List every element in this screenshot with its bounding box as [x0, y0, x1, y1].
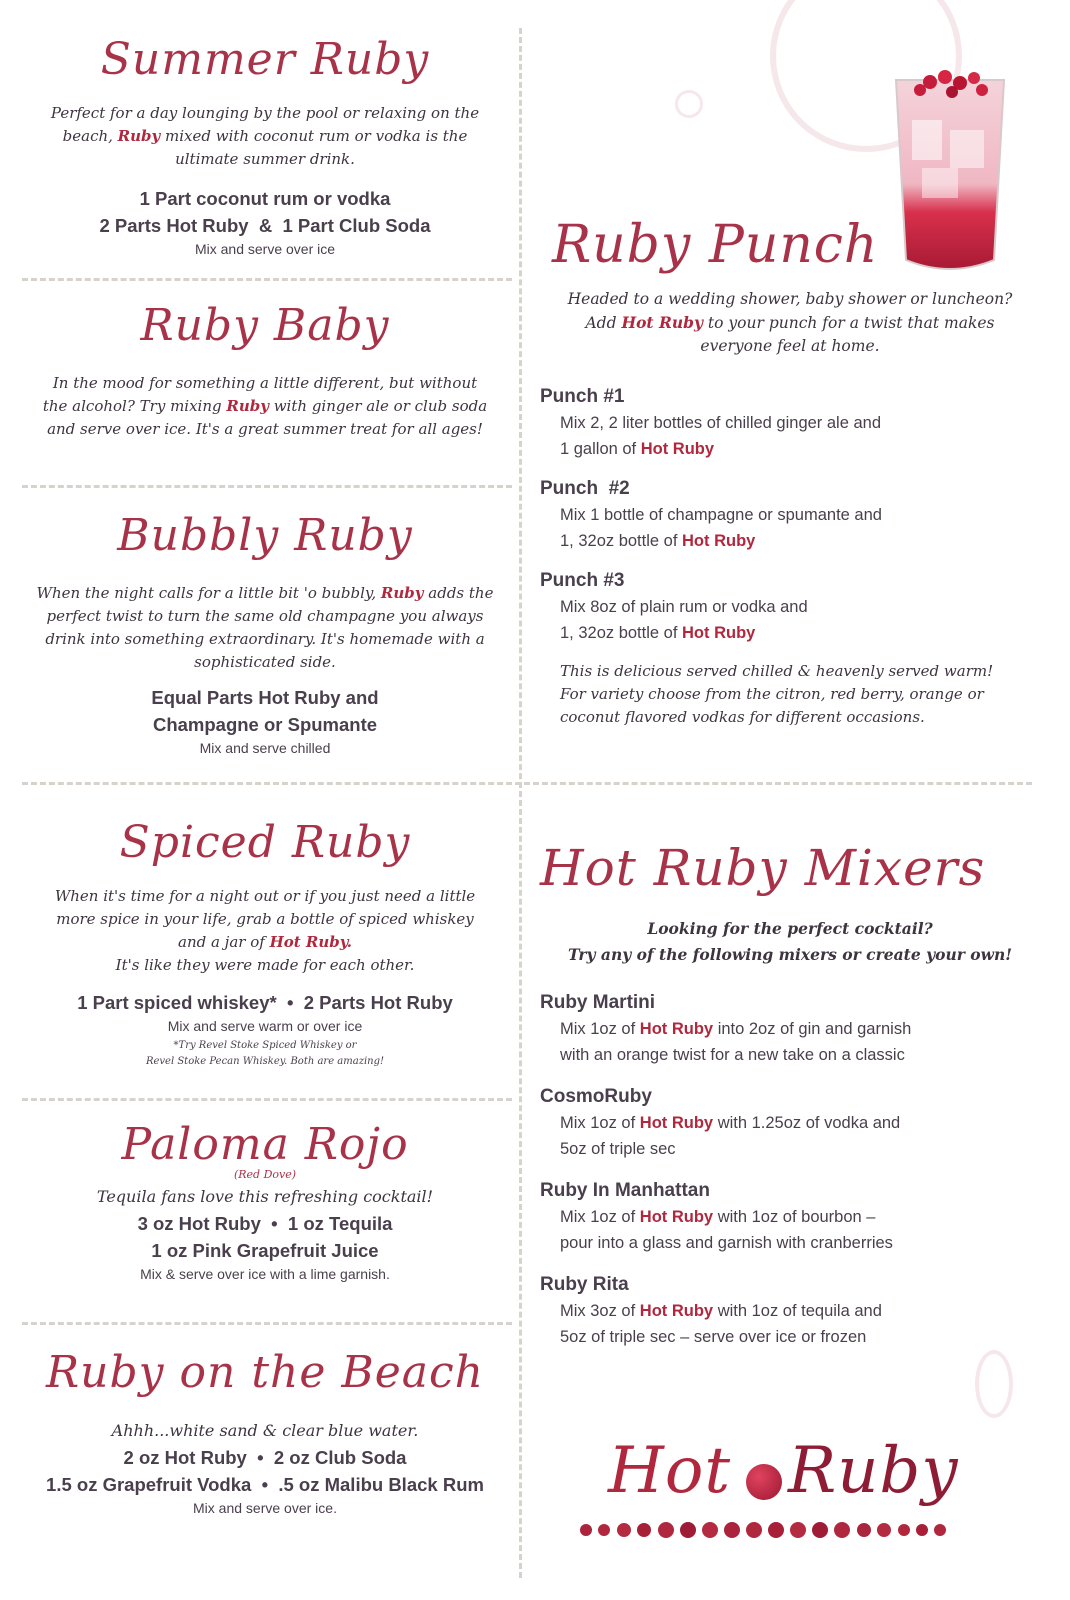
summer-ruby-desc-text-end: mixed with coconut rum or vodka is the ultimate summer drink. — [160, 127, 468, 168]
mixers-subtitle-line-2: Try any of the following mixers or create your own! — [567, 945, 1013, 964]
wine-drop-small — [675, 90, 703, 118]
mixer-item — [540, 1272, 1040, 1350]
spiced-ruby-line-1: 1 Part spiced whiskey* • 2 Parts Hot Ruby — [77, 992, 453, 1013]
mixer-text-end: with 1oz of tequila and — [713, 1302, 882, 1320]
bubbly-ruby-description — [30, 582, 500, 674]
bubbly-ruby-line-2: Champagne or Spumante — [152, 714, 378, 735]
punch-item-line-2 — [540, 436, 1040, 462]
mixer-item-line-1 — [540, 1204, 1040, 1230]
ruby-punch-desc-line-3: everyone feel at home. — [700, 337, 880, 355]
spiced-ruby-desc-text: When it's time for a night out or if you just need a little more spice in your life, grab a bottle of spiced whiskey and a jar of — [54, 887, 476, 951]
mixers-subtitle — [540, 916, 1040, 968]
logo-word-ruby: Ruby — [788, 1434, 959, 1508]
mixer-item — [540, 1084, 1040, 1162]
mixer-item-title: Ruby In Manhattan — [540, 1180, 710, 1201]
ruby-punch-description — [540, 288, 1040, 358]
ruby-on-the-beach-note: Mix and serve over ice. — [193, 1500, 337, 1516]
paloma-rojo-section — [30, 1120, 500, 1284]
punch-item-line-2-text: 1, 32oz bottle of — [560, 532, 683, 550]
punch-item-highlight: Hot Ruby — [682, 532, 756, 550]
spiced-ruby-desc-text-end: It's like they were made for each other. — [115, 956, 415, 974]
mixer-item-title: CosmoRuby — [540, 1086, 652, 1107]
divider-4 — [22, 1098, 512, 1101]
paloma-rojo-line-1: 3 oz Hot Ruby • 1 oz Tequila — [137, 1213, 393, 1234]
mixer-highlight: Hot Ruby — [639, 1020, 714, 1038]
ruby-punch-desc-highlight: Hot Ruby — [621, 313, 703, 332]
summer-ruby-desc-highlight: Ruby — [117, 127, 161, 145]
mixer-text-end: into 2oz of gin and garnish — [713, 1020, 912, 1038]
logo-word-hot: Hot — [608, 1434, 732, 1508]
bubbly-ruby-section — [30, 508, 500, 758]
mixer-item-line-1 — [540, 1016, 1040, 1042]
ruby-punch-desc-line-2-post: to your punch for a twist that makes — [703, 314, 995, 332]
mixer-item — [540, 1178, 1040, 1256]
punch-item-title: Punch #2 — [540, 478, 630, 499]
paloma-rojo-subtitle: (Red Dove) — [233, 1168, 297, 1181]
mixers-subtitle-line-1: Looking for the perfect cocktail? — [647, 919, 933, 938]
paloma-rojo-description: Tequila fans love this refreshing cocktail! — [96, 1187, 434, 1206]
punch-item-line-1: Mix 1 bottle of champagne or spumante and — [560, 506, 882, 524]
ruby-baby-description — [30, 372, 500, 441]
summer-ruby-section — [30, 32, 500, 259]
spiced-ruby-footnote-2: Revel Stoke Pecan Whiskey. Both are amazing! — [145, 1056, 385, 1067]
summer-ruby-desc-text: Perfect for a day lounging by the pool or relaxing on the beach, — [50, 104, 480, 145]
ruby-on-the-beach-line-1: 2 oz Hot Ruby • 2 oz Club Soda — [123, 1447, 407, 1468]
punch-item — [540, 384, 1040, 462]
ruby-baby-desc-text-end: with ginger ale or club soda and serve over ice. It's a great summer treat for all ages! — [47, 397, 488, 438]
punch-item-line-1: Mix 8oz of plain rum or vodka and — [560, 598, 808, 616]
paloma-rojo-line-2: 1 oz Pink Grapefruit Juice — [151, 1240, 379, 1261]
spiced-ruby-footnote-1: *Try Revel Stoke Spiced Whiskey or — [173, 1040, 357, 1051]
mixer-list — [540, 990, 1040, 1350]
mixer-highlight: Hot Ruby — [639, 1114, 714, 1132]
divider-2 — [22, 485, 512, 488]
summer-ruby-note: Mix and serve over ice — [194, 241, 336, 257]
mixer-item-line-1 — [540, 1298, 1040, 1324]
mixers-title: Hot Ruby Mixers — [540, 839, 986, 897]
column-divider — [519, 28, 522, 1578]
summer-ruby-line-1: 1 Part coconut rum or vodka — [139, 188, 391, 209]
ruby-punch-desc-line-1: Headed to a wedding shower, baby shower or luncheon? — [567, 290, 1013, 308]
bubbly-ruby-desc-highlight: Ruby — [380, 584, 424, 602]
ruby-baby-desc-highlight: Ruby — [226, 397, 269, 415]
bubbly-ruby-desc-text: When the night calls for a little bit 'o bubbly, — [36, 584, 381, 602]
paloma-rojo-note: Mix & serve over ice with a lime garnish. — [140, 1266, 390, 1282]
mixer-text-end: with 1oz of bourbon – — [713, 1208, 876, 1226]
spiced-ruby-description — [30, 885, 500, 977]
punch-item — [540, 476, 1040, 554]
ruby-on-the-beach-title: Ruby on the Beach — [46, 1347, 484, 1398]
mixer-text: Mix 1oz of — [560, 1208, 640, 1226]
punch-item-line-2 — [540, 620, 1040, 646]
ruby-punch-tip — [540, 660, 1040, 729]
mixer-text: Mix 1oz of — [560, 1114, 640, 1132]
punch-item-line-1: Mix 2, 2 liter bottles of chilled ginger ale and — [560, 414, 882, 432]
spiced-ruby-section — [30, 815, 500, 1070]
mixer-item-title: Ruby Martini — [540, 992, 656, 1013]
bubbly-ruby-line-1: Equal Parts Hot Ruby and — [151, 687, 379, 708]
ruby-on-the-beach-section — [30, 1345, 500, 1518]
mixer-highlight: Hot Ruby — [639, 1302, 714, 1320]
mixer-item-line-2: pour into a glass and garnish with cranberries — [560, 1234, 893, 1252]
bubbly-ruby-desc-text-end: adds the perfect twist to turn the same old champagne you always drink into something extraordinary. It's homemade with a sophisticated side. — [45, 584, 494, 671]
punch-item-title: Punch #3 — [540, 570, 625, 591]
spiced-ruby-desc-highlight: Hot Ruby. — [269, 933, 352, 951]
mixers-section — [540, 832, 1040, 1364]
bubbly-ruby-title: Bubbly Ruby — [117, 510, 413, 561]
mixer-text: Mix 3oz of — [560, 1302, 640, 1320]
mixer-item — [540, 990, 1040, 1068]
divider-1 — [22, 278, 512, 281]
divider-3 — [22, 782, 1032, 785]
punch-item-line-2-text: 1, 32oz bottle of — [560, 624, 683, 642]
bubbly-ruby-note: Mix and serve chilled — [199, 740, 331, 756]
summer-ruby-line-2: 2 Parts Hot Ruby & 1 Part Club Soda — [99, 215, 431, 236]
ruby-baby-title: Ruby Baby — [140, 300, 390, 351]
ruby-baby-section — [30, 298, 500, 441]
mixer-text-end: with 1.25oz of vodka and — [713, 1114, 901, 1132]
spiced-ruby-title: Spiced Ruby — [119, 817, 411, 868]
punch-item-highlight: Hot Ruby — [640, 440, 715, 458]
ruby-on-the-beach-line-2: 1.5 oz Grapefruit Vodka • .5 oz Malibu Black Rum — [46, 1474, 484, 1495]
summer-ruby-description — [30, 102, 500, 171]
ruby-punch-desc-line-2 — [540, 311, 1040, 335]
logo-dots-icon — [580, 1518, 980, 1542]
ruby-punch-desc-line-2-pre: Add — [585, 314, 622, 332]
ruby-punch-section — [540, 210, 1040, 729]
mixer-highlight: Hot Ruby — [639, 1208, 714, 1226]
ruby-punch-title: Ruby Punch — [552, 215, 879, 275]
mixer-item-line-2: 5oz of triple sec – serve over ice or frozen — [560, 1328, 867, 1346]
punch-item-title: Punch #1 — [540, 386, 625, 407]
punch-list — [540, 384, 1040, 646]
mixer-text: Mix 1oz of — [560, 1020, 640, 1038]
mixer-item-title: Ruby Rita — [540, 1274, 629, 1295]
punch-item-line-2 — [540, 528, 1040, 554]
ruby-punch-tip-line-2: For variety choose from the citron, red berry, orange or — [560, 685, 984, 703]
paloma-rojo-title: Paloma Rojo — [121, 1119, 409, 1170]
mixer-item-line-2: with an orange twist for a new take on a classic — [560, 1046, 905, 1064]
spiced-ruby-note: Mix and serve warm or over ice — [167, 1018, 363, 1034]
mixer-item-line-2: 5oz of triple sec — [560, 1140, 676, 1158]
punch-item-highlight: Hot Ruby — [682, 624, 756, 642]
ruby-punch-tip-line-1: This is delicious served chilled & heavenly served warm! — [560, 662, 994, 680]
ruby-on-the-beach-description: Ahhh...white sand & clear blue water. — [111, 1421, 419, 1440]
divider-5 — [22, 1322, 512, 1325]
ruby-punch-tip-line-3: coconut flavored vodkas for different occasions. — [560, 708, 925, 726]
mixer-item-line-1 — [540, 1110, 1040, 1136]
punch-item-line-2-text: 1 gallon of — [560, 440, 641, 458]
logo-cranberry-icon — [746, 1464, 782, 1500]
summer-ruby-title: Summer Ruby — [100, 34, 430, 85]
hot-ruby-logo — [600, 1430, 980, 1550]
punch-item — [540, 568, 1040, 646]
ruby-baby-desc-text: In the mood for something a little different, but without the alcohol? Try mixing — [42, 374, 478, 415]
